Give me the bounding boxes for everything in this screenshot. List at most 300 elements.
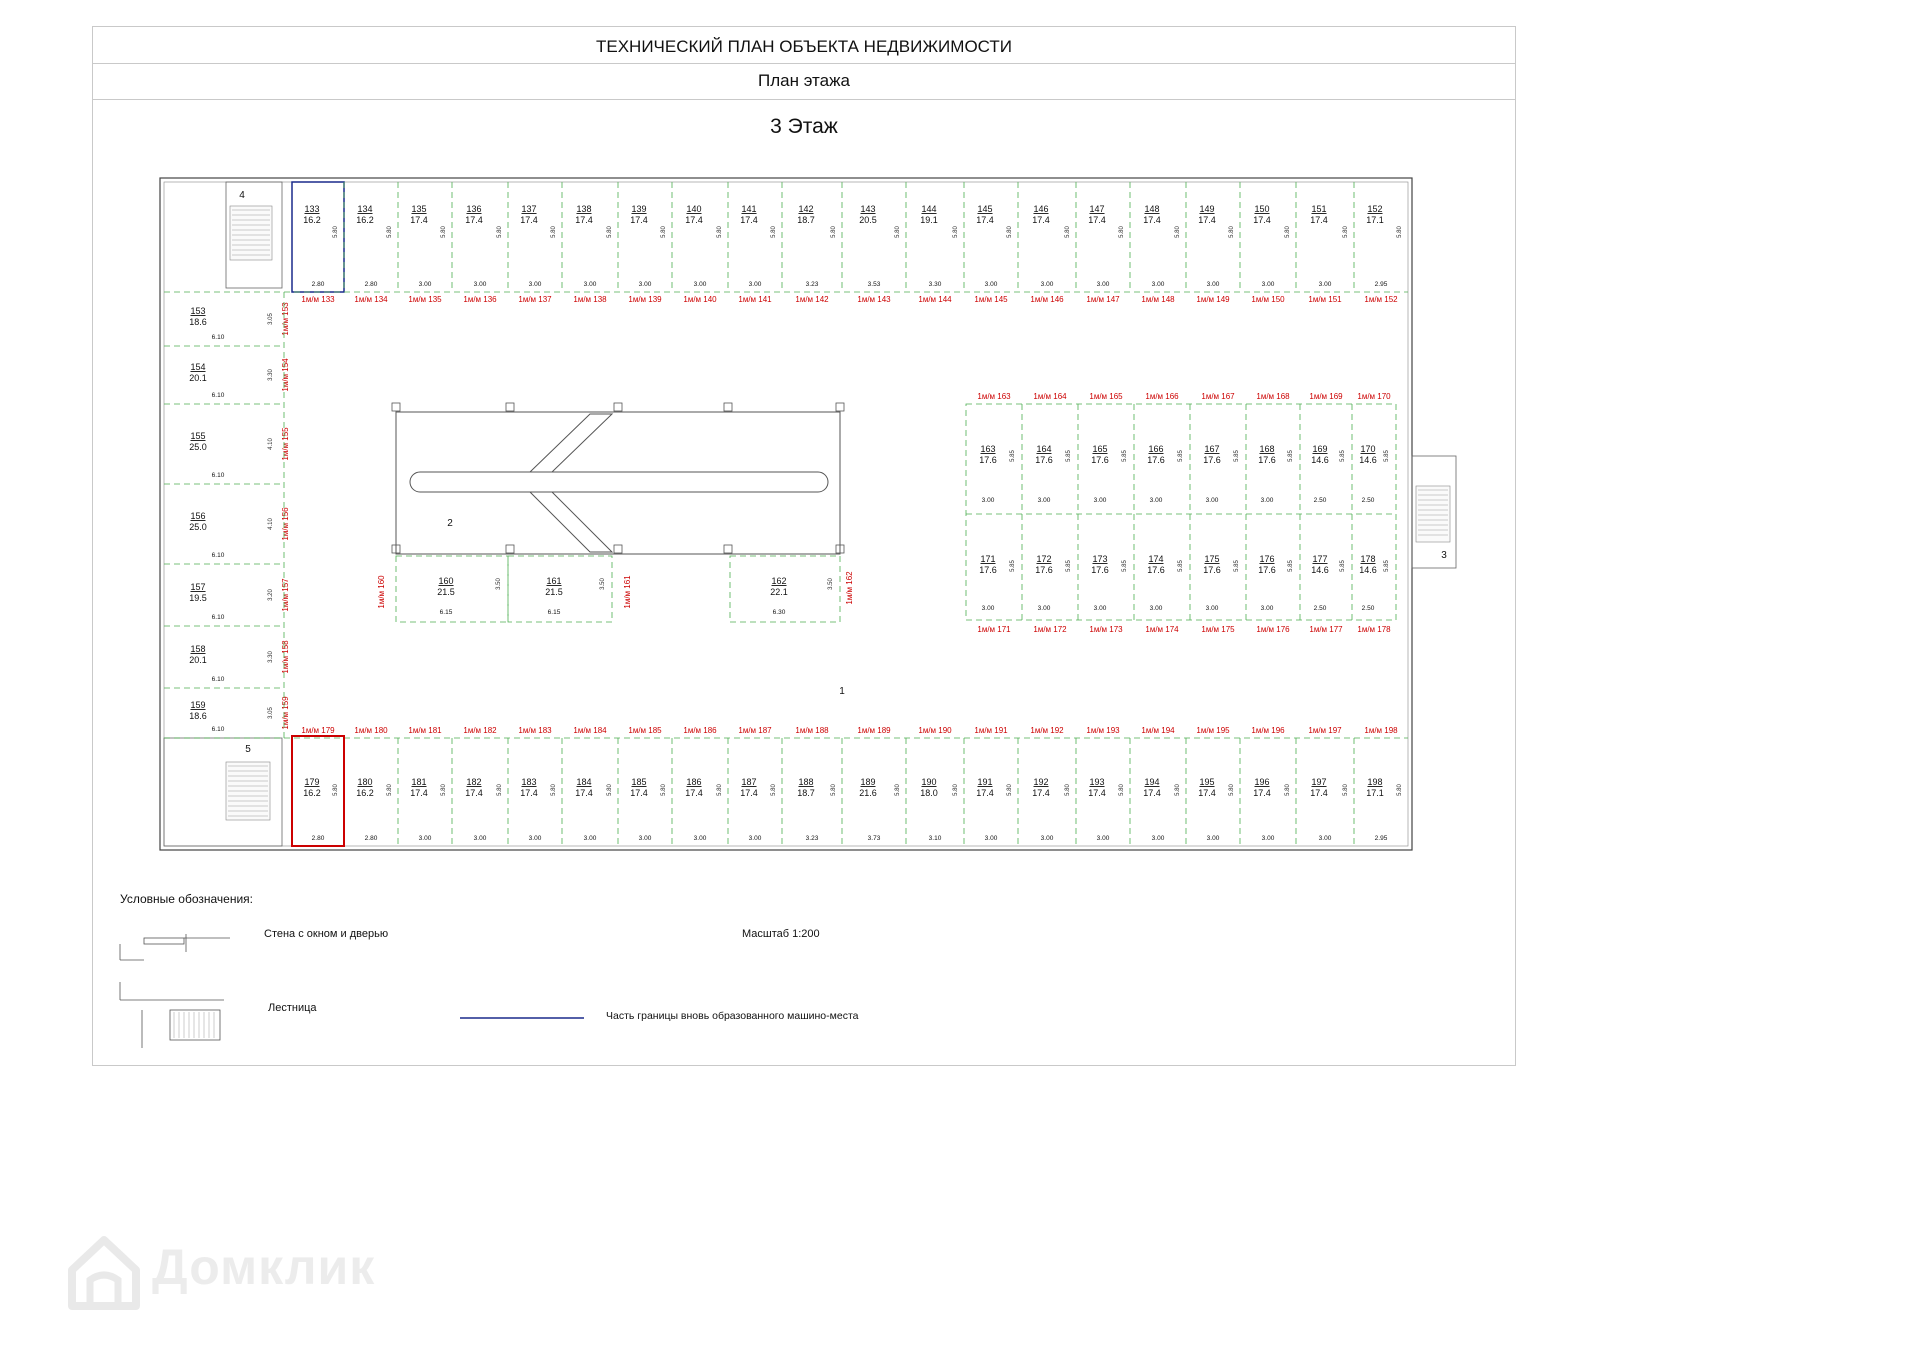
spot-depth-label: 3.30 [268, 369, 274, 381]
spot-depth-label: 5.80 [771, 226, 777, 238]
parking-label-141: 1м/м 141 [738, 295, 772, 304]
spot-depth-label: 5.80 [895, 226, 901, 238]
spot-154-area: 20.1 [189, 373, 207, 383]
spot-187-area: 17.4 [740, 788, 758, 798]
spot-width-label: 3.00 [1206, 281, 1220, 288]
spot-169-area: 14.6 [1311, 455, 1329, 465]
spot-width-label: 3.00 [693, 281, 707, 288]
parking-label-151: 1м/м 151 [1308, 295, 1342, 304]
spot-170-area: 14.6 [1359, 455, 1377, 465]
spot-185-number: 185 [631, 777, 647, 787]
spot-195-number: 195 [1199, 777, 1215, 787]
spot-190-area: 18.0 [920, 788, 938, 798]
spot-depth-label: 5.80 [441, 784, 447, 796]
spot-133-area: 16.2 [303, 215, 321, 225]
spot-depth-label: 5.80 [387, 784, 393, 796]
spot-186-number: 186 [686, 777, 702, 787]
spot-171-area: 17.6 [979, 565, 997, 575]
spot-180-area: 16.2 [356, 788, 374, 798]
spot-width-label: 3.00 [583, 281, 597, 288]
spot-width-label: 3.00 [1205, 497, 1219, 504]
spot-width-label: 2.95 [1374, 281, 1388, 288]
spot-172-area: 17.6 [1035, 565, 1053, 575]
parking-label-192: 1м/м 192 [1030, 726, 1064, 735]
legend-stairs-label: Лестница [268, 1002, 317, 1014]
parking-label-139: 1м/м 139 [628, 295, 662, 304]
spot-depth-label: 5.80 [1119, 784, 1125, 796]
spot-145-area: 17.4 [976, 215, 994, 225]
spot-width-label: 2.50 [1313, 497, 1327, 504]
legend-stairs-box [170, 1010, 220, 1040]
spot-depth-label: 4.10 [268, 438, 274, 450]
spot-188-area: 18.7 [797, 788, 815, 798]
spot-width-label: 3.00 [981, 497, 995, 504]
spot-width-label: 2.50 [1361, 605, 1375, 612]
spot-depth-label: 5.80 [1397, 226, 1403, 238]
parking-label-178: 1м/м 178 [1357, 625, 1391, 634]
spot-136-area: 17.4 [465, 215, 483, 225]
spot-133-number: 133 [304, 204, 320, 214]
spot-width-label: 3.00 [638, 835, 652, 842]
spot-depth-label: 5.85 [1178, 450, 1184, 462]
ramp-lane [410, 472, 828, 492]
parking-label-154: 1м/м 154 [281, 358, 290, 392]
spot-depth-label: 5.80 [551, 784, 557, 796]
spot-width-label: 3.23 [805, 835, 819, 842]
spot-168-number: 168 [1259, 444, 1275, 454]
spot-139-number: 139 [631, 204, 647, 214]
spot-width-label: 3.00 [748, 281, 762, 288]
spot-depth-label: 5.80 [1065, 226, 1071, 238]
spot-depth-label: 5.80 [661, 226, 667, 238]
spot-depth-label: 3.05 [268, 707, 274, 719]
parking-label-167: 1м/м 167 [1201, 392, 1235, 401]
spot-depth-label: 3.05 [268, 313, 274, 325]
spot-depth-label: 5.85 [1384, 560, 1390, 572]
spot-197-area: 17.4 [1310, 788, 1328, 798]
parking-label-179: 1м/м 179 [301, 726, 335, 735]
spot-width-label: 3.00 [638, 281, 652, 288]
spot-width-label: 6.10 [211, 676, 225, 683]
spot-146-area: 17.4 [1032, 215, 1050, 225]
column [614, 403, 622, 411]
spot-136-number: 136 [466, 204, 482, 214]
legend-window-symbol [144, 938, 184, 944]
stairs-3 [1416, 486, 1450, 542]
spot-width-label: 6.10 [211, 472, 225, 479]
spot-189-number: 189 [860, 777, 876, 787]
spot-140-number: 140 [686, 204, 702, 214]
spot-width-label: 3.00 [1093, 605, 1107, 612]
spot-width-label: 2.80 [311, 281, 325, 288]
parking-label-186: 1м/м 186 [683, 726, 717, 735]
spot-149-area: 17.4 [1198, 215, 1216, 225]
parking-label-156: 1м/м 156 [281, 507, 290, 541]
spot-192-area: 17.4 [1032, 788, 1050, 798]
spot-depth-label: 5.80 [831, 784, 837, 796]
spot-134-area: 16.2 [356, 215, 374, 225]
spot-depth-label: 5.85 [1122, 450, 1128, 462]
spot-depth-label: 5.85 [1234, 450, 1240, 462]
spot-135-area: 17.4 [410, 215, 428, 225]
spot-155-area: 25.0 [189, 442, 207, 452]
spot-depth-label: 5.80 [717, 226, 723, 238]
spot-width-label: 3.00 [1318, 281, 1332, 288]
parking-label-187: 1м/м 187 [738, 726, 772, 735]
spot-158-number: 158 [190, 644, 206, 654]
parking-label-170: 1м/м 170 [1357, 392, 1391, 401]
spot-depth-label: 5.80 [717, 784, 723, 796]
spot-depth-label: 5.85 [1288, 560, 1294, 572]
parking-label-159: 1м/м 159 [281, 696, 290, 730]
spot-depth-label: 5.80 [387, 226, 393, 238]
spot-142-number: 142 [798, 204, 814, 214]
spot-189-area: 21.6 [859, 788, 877, 798]
spot-195-area: 17.4 [1198, 788, 1216, 798]
spot-165-area: 17.6 [1091, 455, 1109, 465]
spot-depth-label: 5.85 [1234, 560, 1240, 572]
spot-147-area: 17.4 [1088, 215, 1106, 225]
spot-150-area: 17.4 [1253, 215, 1271, 225]
spot-175-number: 175 [1204, 554, 1220, 564]
spot-155-number: 155 [190, 431, 206, 441]
spot-178-area: 14.6 [1359, 565, 1377, 575]
spot-width-label: 3.00 [748, 835, 762, 842]
spot-157-number: 157 [190, 582, 206, 592]
parking-label-182: 1м/м 182 [463, 726, 497, 735]
parking-label-149: 1м/м 149 [1196, 295, 1230, 304]
spot-167-number: 167 [1204, 444, 1220, 454]
spot-width-label: 3.53 [867, 281, 881, 288]
spot-181-number: 181 [411, 777, 427, 787]
spot-depth-label: 5.80 [831, 226, 837, 238]
parking-label-171: 1м/м 171 [977, 625, 1011, 634]
spot-width-label: 2.80 [364, 835, 378, 842]
parking-label-168: 1м/м 168 [1256, 392, 1290, 401]
spot-183-number: 183 [521, 777, 537, 787]
room-2-label: 2 [447, 518, 453, 529]
parking-label-188: 1м/м 188 [795, 726, 829, 735]
spot-183-area: 17.4 [520, 788, 538, 798]
spot-width-label: 3.00 [693, 835, 707, 842]
spot-168-area: 17.6 [1258, 455, 1276, 465]
spot-width-label: 3.00 [1260, 605, 1274, 612]
legend-boundary-label: Часть границы вновь образованного машино-места [606, 1010, 859, 1022]
spot-152-number: 152 [1367, 204, 1383, 214]
spot-194-area: 17.4 [1143, 788, 1161, 798]
spot-141-area: 17.4 [740, 215, 758, 225]
spot-depth-label: 5.80 [661, 784, 667, 796]
spot-174-number: 174 [1148, 554, 1164, 564]
spot-139-area: 17.4 [630, 215, 648, 225]
spot-width-label: 3.10 [928, 835, 942, 842]
spot-162-number: 162 [771, 576, 787, 586]
spot-width-label: 3.00 [528, 281, 542, 288]
spot-157-area: 19.5 [189, 593, 207, 603]
spot-196-number: 196 [1254, 777, 1270, 787]
spot-width-label: 6.10 [211, 392, 225, 399]
spot-191-number: 191 [977, 777, 993, 787]
spot-depth-label: 5.80 [333, 226, 339, 238]
document-subtitle: План этажа [93, 63, 1515, 100]
parking-label-147: 1м/м 147 [1086, 295, 1120, 304]
spot-186-area: 17.4 [685, 788, 703, 798]
spot-146-number: 146 [1033, 204, 1049, 214]
parking-label-161: 1м/м 161 [623, 575, 632, 609]
spot-162-area: 22.1 [770, 587, 788, 597]
spot-depth-label: 5.80 [1007, 784, 1013, 796]
spot-170-number: 170 [1360, 444, 1376, 454]
parking-label-152: 1м/м 152 [1364, 295, 1398, 304]
spot-width-label: 3.00 [583, 835, 597, 842]
spot-width-label: 2.50 [1361, 497, 1375, 504]
spot-179-number: 179 [304, 777, 320, 787]
spot-width-label: 3.23 [805, 281, 819, 288]
spot-191-area: 17.4 [976, 788, 994, 798]
spot-179-area: 16.2 [303, 788, 321, 798]
spot-depth-label: 5.80 [1007, 226, 1013, 238]
column [836, 403, 844, 411]
house-logo-icon [64, 1232, 144, 1312]
spot-width-label: 2.50 [1313, 605, 1327, 612]
spot-192-number: 192 [1033, 777, 1049, 787]
spot-143-area: 20.5 [859, 215, 877, 225]
spot-depth-label: 5.85 [1288, 450, 1294, 462]
spot-depth-label: 5.85 [1178, 560, 1184, 572]
spot-width-label: 6.10 [211, 614, 225, 621]
spot-171-number: 171 [980, 554, 996, 564]
spot-depth-label: 5.80 [607, 226, 613, 238]
parking-label-136: 1м/м 136 [463, 295, 497, 304]
column [506, 403, 514, 411]
column [724, 545, 732, 553]
spot-140-area: 17.4 [685, 215, 703, 225]
spot-167-area: 17.6 [1203, 455, 1221, 465]
parking-label-180: 1м/м 180 [354, 726, 388, 735]
parking-label-177: 1м/м 177 [1309, 625, 1343, 634]
parking-label-176: 1м/м 176 [1256, 625, 1290, 634]
spot-176-area: 17.6 [1258, 565, 1276, 575]
spot-144-area: 19.1 [920, 215, 938, 225]
document-title: ТЕХНИЧЕСКИЙ ПЛАН ОБЪЕКТА НЕДВИЖИМОСТИ [93, 27, 1515, 64]
spot-width-label: 3.00 [984, 835, 998, 842]
spot-190-number: 190 [921, 777, 937, 787]
watermark-text: Домклик [152, 1239, 376, 1295]
room-5-label: 5 [245, 744, 251, 755]
spot-depth-label: 5.80 [1175, 784, 1181, 796]
spot-width-label: 3.00 [1096, 835, 1110, 842]
parking-label-169: 1м/м 169 [1309, 392, 1343, 401]
parking-label-134: 1м/м 134 [354, 295, 388, 304]
spot-depth-label: 5.85 [1066, 450, 1072, 462]
spot-196-area: 17.4 [1253, 788, 1271, 798]
spot-width-label: 3.00 [473, 835, 487, 842]
parking-label-137: 1м/м 137 [518, 295, 552, 304]
spot-width-label: 3.00 [1037, 605, 1051, 612]
spot-173-area: 17.6 [1091, 565, 1109, 575]
parking-label-135: 1м/м 135 [408, 295, 442, 304]
spot-depth-label: 3.50 [828, 578, 834, 590]
spot-width-label: 3.00 [418, 835, 432, 842]
parking-label-163: 1м/м 163 [977, 392, 1011, 401]
parking-label-138: 1м/м 138 [573, 295, 607, 304]
spot-width-label: 3.00 [1149, 497, 1163, 504]
spot-depth-label: 3.20 [268, 589, 274, 601]
spot-148-area: 17.4 [1143, 215, 1161, 225]
spot-163-number: 163 [980, 444, 996, 454]
room-3-label: 3 [1441, 550, 1447, 561]
spot-164-area: 17.6 [1035, 455, 1053, 465]
spot-depth-label: 5.80 [1229, 226, 1235, 238]
spot-width-label: 2.80 [311, 835, 325, 842]
spot-142-area: 18.7 [797, 215, 815, 225]
spot-depth-label: 5.80 [497, 784, 503, 796]
spot-width-label: 3.00 [528, 835, 542, 842]
parking-label-172: 1м/м 172 [1033, 625, 1067, 634]
spot-173-number: 173 [1092, 554, 1108, 564]
watermark [64, 1232, 424, 1312]
spot-161-area: 21.5 [545, 587, 563, 597]
parking-label-194: 1м/м 194 [1141, 726, 1175, 735]
parking-label-197: 1м/м 197 [1308, 726, 1342, 735]
spot-depth-label: 5.80 [1065, 784, 1071, 796]
parking-label-140: 1м/м 140 [683, 295, 717, 304]
spot-depth-label: 5.80 [333, 784, 339, 796]
spot-depth-label: 5.80 [1175, 226, 1181, 238]
parking-label-189: 1м/м 189 [857, 726, 891, 735]
scale-label: Масштаб 1:200 [742, 928, 820, 940]
parking-label-157: 1м/м 157 [281, 578, 290, 612]
building-outline [160, 178, 1412, 850]
spot-width-label: 3.00 [1149, 605, 1163, 612]
parking-label-145: 1м/м 145 [974, 295, 1008, 304]
spot-174-area: 17.6 [1147, 565, 1165, 575]
spot-width-label: 6.15 [439, 609, 453, 616]
parking-label-162: 1м/м 162 [845, 571, 854, 605]
spot-176-number: 176 [1259, 554, 1275, 564]
spot-160-area: 21.5 [437, 587, 455, 597]
spot-198-area: 17.1 [1366, 788, 1384, 798]
spot-width-label: 3.00 [1318, 835, 1332, 842]
spot-width-label: 3.00 [1151, 281, 1165, 288]
spot-depth-label: 5.80 [1119, 226, 1125, 238]
spot-width-label: 3.00 [418, 281, 432, 288]
spot-137-number: 137 [521, 204, 537, 214]
spot-156-area: 25.0 [189, 522, 207, 532]
spot-depth-label: 5.80 [607, 784, 613, 796]
spot-159-number: 159 [190, 700, 206, 710]
spot-149-number: 149 [1199, 204, 1215, 214]
spot-178-number: 178 [1360, 554, 1376, 564]
parking-label-183: 1м/м 183 [518, 726, 552, 735]
spot-depth-label: 5.80 [953, 784, 959, 796]
spot-165-number: 165 [1092, 444, 1108, 454]
legend-title: Условные обозначения: [120, 892, 253, 906]
parking-label-142: 1м/м 142 [795, 295, 829, 304]
column [506, 545, 514, 553]
spot-depth-label: 5.80 [441, 226, 447, 238]
spot-188-number: 188 [798, 777, 814, 787]
spot-180-number: 180 [357, 777, 373, 787]
spot-width-label: 3.00 [1206, 835, 1220, 842]
spot-depth-label: 5.85 [1384, 450, 1390, 462]
spot-depth-label: 3.50 [600, 578, 606, 590]
parking-label-146: 1м/м 146 [1030, 295, 1064, 304]
spot-depth-label: 3.30 [268, 651, 274, 663]
spot-width-label: 6.10 [211, 552, 225, 559]
spot-depth-label: 5.80 [1285, 226, 1291, 238]
spot-depth-label: 5.80 [1343, 226, 1349, 238]
spot-depth-label: 5.80 [895, 784, 901, 796]
parking-label-173: 1м/м 173 [1089, 625, 1123, 634]
spot-depth-label: 5.85 [1340, 450, 1346, 462]
spot-154-number: 154 [190, 362, 206, 372]
spot-width-label: 3.00 [1205, 605, 1219, 612]
spot-width-label: 6.30 [772, 609, 786, 616]
spot-177-area: 14.6 [1311, 565, 1329, 575]
spot-158-area: 20.1 [189, 655, 207, 665]
parking-label-143: 1м/м 143 [857, 295, 891, 304]
spot-width-label: 3.73 [867, 835, 881, 842]
ramp-upper [530, 414, 612, 472]
spot-width-label: 3.00 [984, 281, 998, 288]
spot-185-area: 17.4 [630, 788, 648, 798]
parking-label-164: 1м/м 164 [1033, 392, 1067, 401]
spot-width-label: 3.00 [1261, 835, 1275, 842]
spot-depth-label: 5.80 [1285, 784, 1291, 796]
spot-153-number: 153 [190, 306, 206, 316]
spot-depth-label: 5.80 [1343, 784, 1349, 796]
spot-160-number: 160 [438, 576, 454, 586]
parking-label-175: 1м/м 175 [1201, 625, 1235, 634]
spot-193-area: 17.4 [1088, 788, 1106, 798]
spot-width-label: 3.00 [1037, 497, 1051, 504]
spot-150-number: 150 [1254, 204, 1270, 214]
spot-depth-label: 5.85 [1340, 560, 1346, 572]
spot-163-area: 17.6 [979, 455, 997, 465]
spot-depth-label: 5.85 [1122, 560, 1128, 572]
spot-depth-label: 4.10 [268, 518, 274, 530]
parking-label-165: 1м/м 165 [1089, 392, 1123, 401]
spot-172-number: 172 [1036, 554, 1052, 564]
floor-title: 3 Этаж [770, 115, 838, 138]
spot-135-number: 135 [411, 204, 427, 214]
spot-153-area: 18.6 [189, 317, 207, 327]
parking-label-184: 1м/м 184 [573, 726, 607, 735]
spot-width-label: 2.95 [1374, 835, 1388, 842]
stairs-4 [230, 206, 272, 260]
spot-181-area: 17.4 [410, 788, 428, 798]
spot-depth-label: 5.80 [1397, 784, 1403, 796]
spot-depth-label: 5.80 [1229, 784, 1235, 796]
parking-label-133: 1м/м 133 [301, 295, 335, 304]
spot-depth-label: 5.80 [771, 784, 777, 796]
spot-width-label: 6.15 [547, 609, 561, 616]
spot-151-area: 17.4 [1310, 215, 1328, 225]
spot-182-area: 17.4 [465, 788, 483, 798]
parking-label-174: 1м/м 174 [1145, 625, 1179, 634]
spot-145-number: 145 [977, 204, 993, 214]
spot-width-label: 6.10 [211, 726, 225, 733]
parking-label-148: 1м/м 148 [1141, 295, 1175, 304]
spot-152-area: 17.1 [1366, 215, 1384, 225]
spot-166-number: 166 [1148, 444, 1164, 454]
parking-label-195: 1м/м 195 [1196, 726, 1230, 735]
spot-143-number: 143 [860, 204, 876, 214]
spot-161-number: 161 [546, 576, 562, 586]
parking-label-185: 1м/м 185 [628, 726, 662, 735]
spot-177-number: 177 [1312, 554, 1328, 564]
